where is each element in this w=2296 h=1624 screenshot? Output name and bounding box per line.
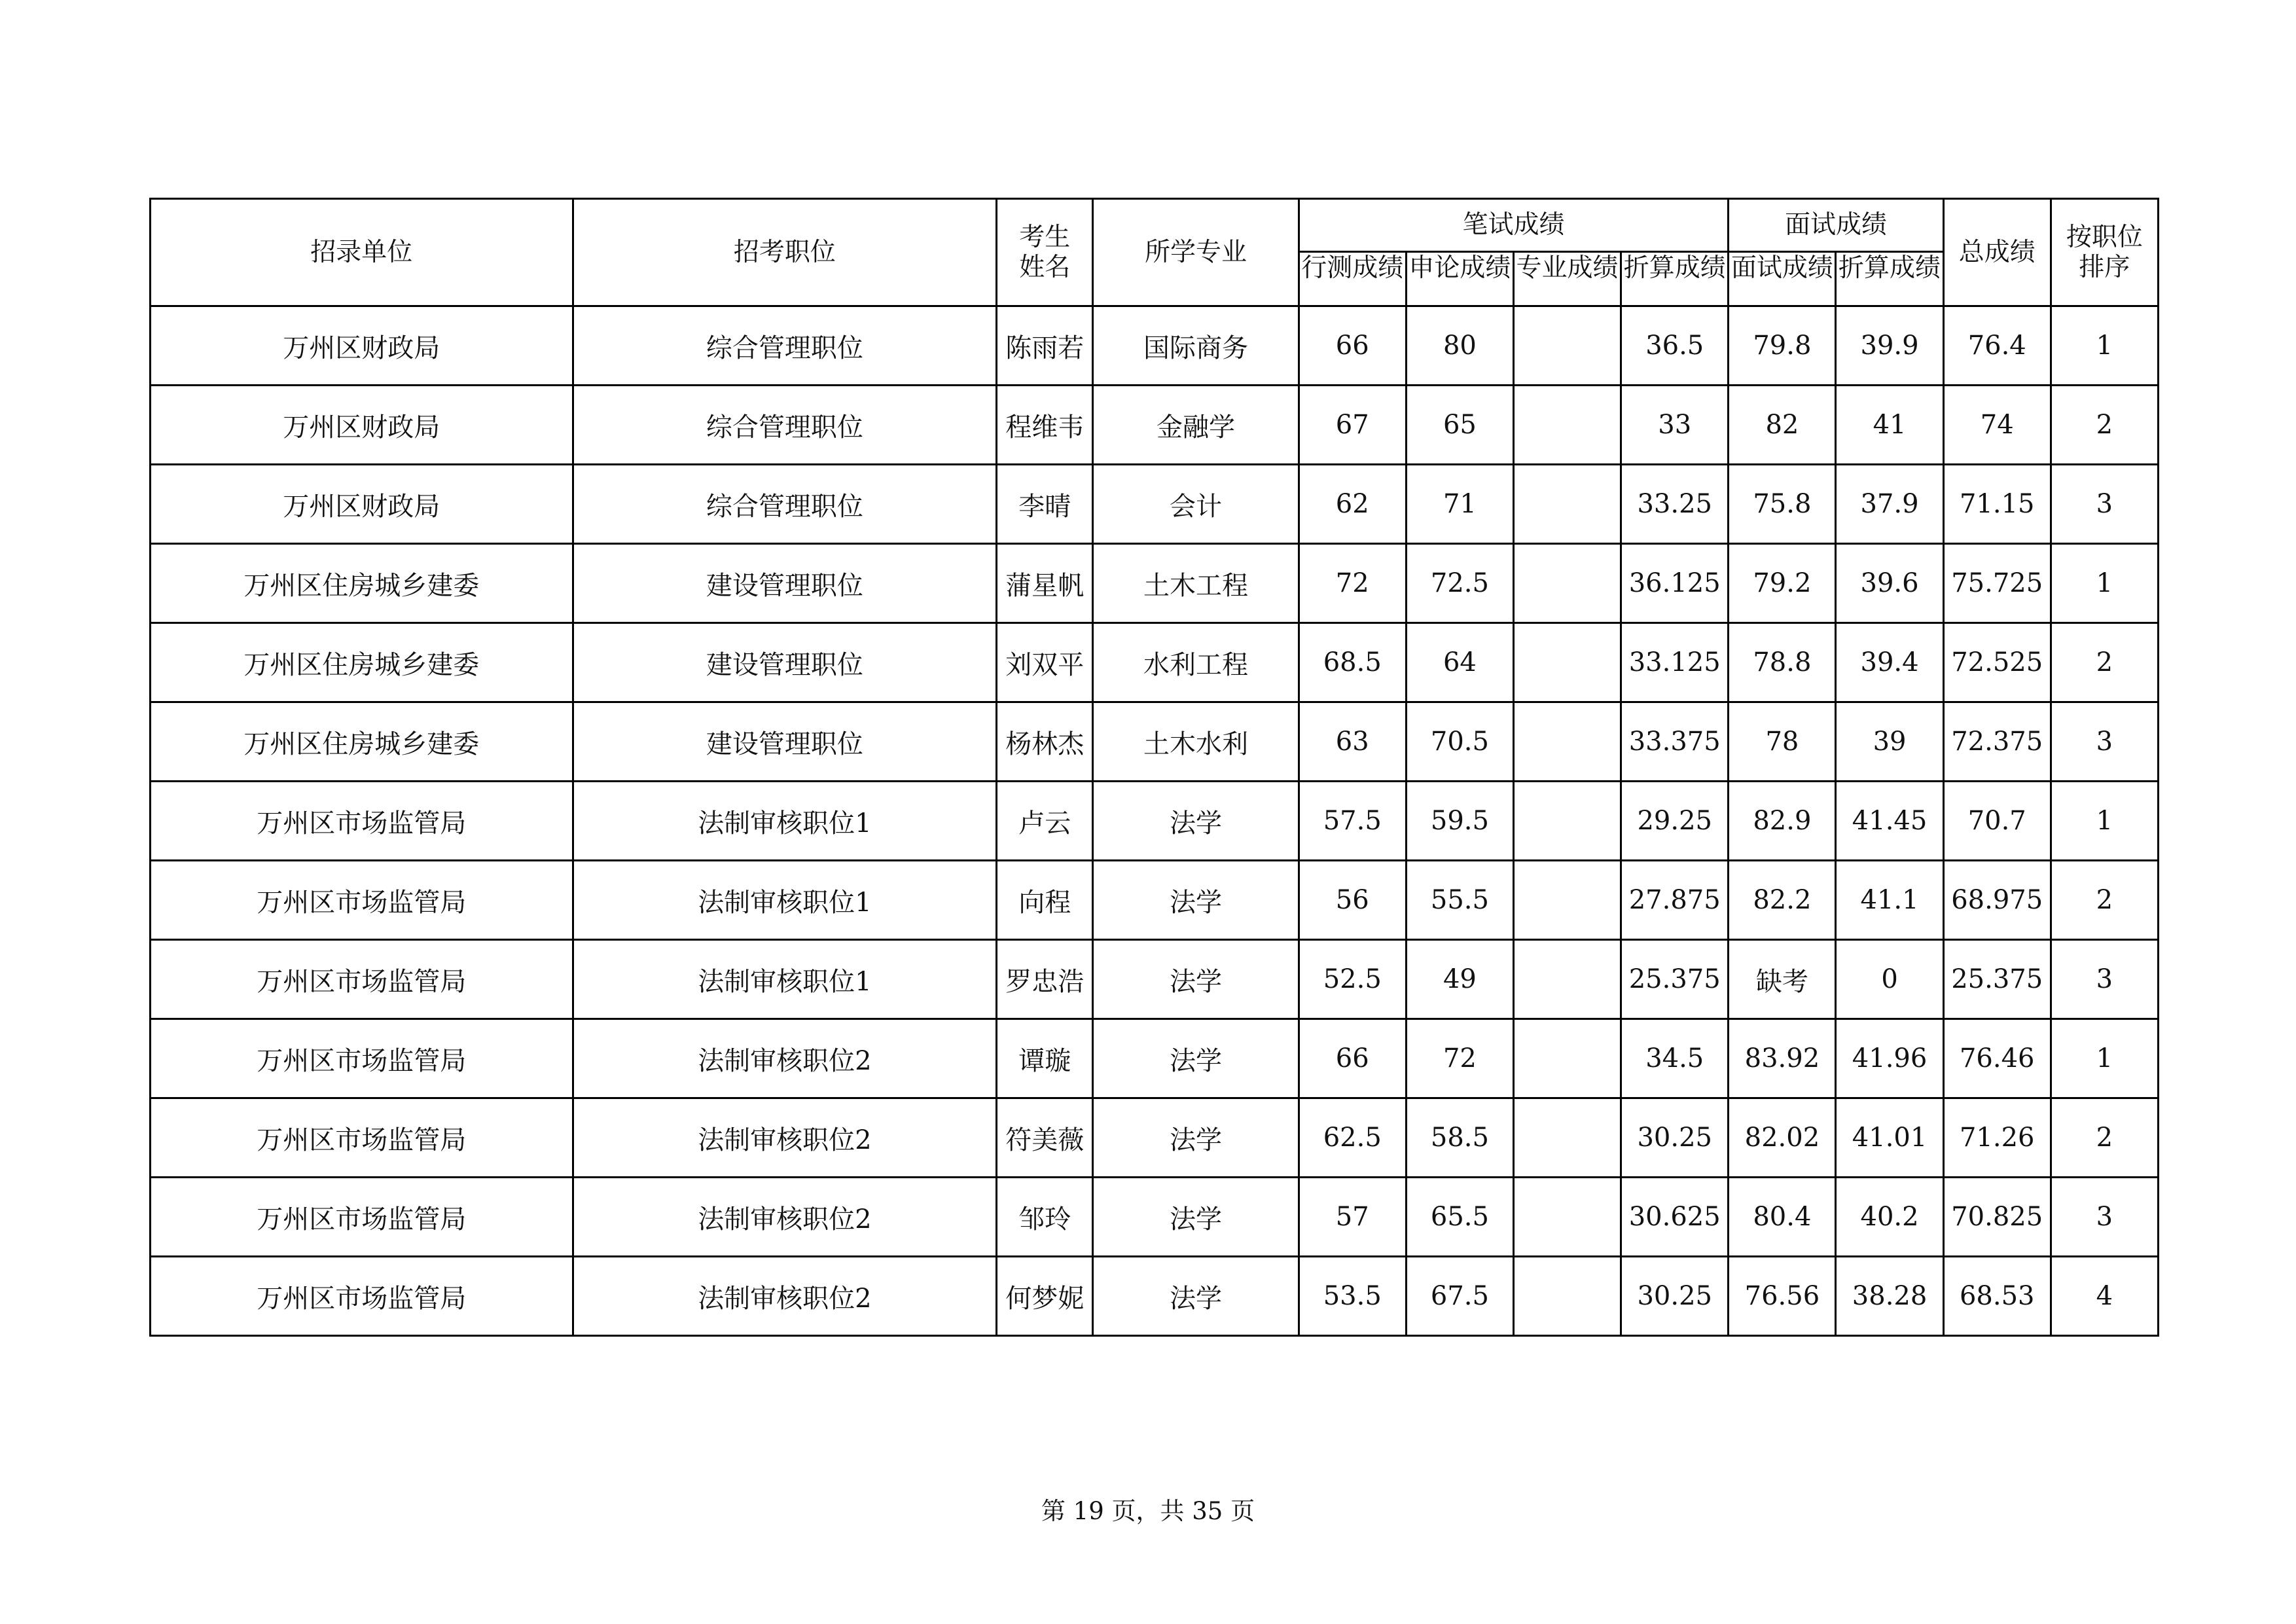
cell-interview-score: 80.4 — [1729, 1178, 1836, 1257]
cell-written-converted: 25.375 — [1621, 940, 1729, 1019]
table-row — [151, 1178, 2159, 1257]
cell-major: 会计 — [1093, 465, 1299, 544]
cell-shenlun: 72 — [1406, 1019, 1513, 1098]
header-interview-score: 面试成绩 — [1729, 252, 1836, 306]
cell-written-converted: 33.125 — [1621, 623, 1729, 702]
cell-professional — [1513, 1178, 1621, 1257]
cell-rank: 3 — [2051, 940, 2158, 1019]
header-interview-converted: 折算成绩 — [1836, 252, 1943, 306]
cell-rank: 2 — [2051, 623, 2158, 702]
cell-name: 罗忠浩 — [997, 940, 1093, 1019]
cell-rank: 3 — [2051, 702, 2158, 782]
cell-unit: 万州区财政局 — [151, 465, 573, 544]
cell-unit: 万州区住房城乡建委 — [151, 702, 573, 782]
cell-interview-score: 缺考 — [1729, 940, 1836, 1019]
cell-unit: 万州区市场监管局 — [151, 1178, 573, 1257]
cell-name: 蒲星帆 — [997, 544, 1093, 623]
cell-total: 72.375 — [1943, 702, 2051, 782]
cell-interview-converted: 39.4 — [1836, 623, 1943, 702]
table-row — [151, 861, 2159, 940]
table-row — [151, 623, 2159, 702]
cell-professional — [1513, 306, 1621, 386]
table-row — [151, 1257, 2159, 1336]
table-row — [151, 306, 2159, 386]
cell-name: 何梦妮 — [997, 1257, 1093, 1336]
cell-xingce: 66 — [1299, 1019, 1406, 1098]
cell-written-converted: 29.25 — [1621, 782, 1729, 861]
table-row — [151, 544, 2159, 623]
cell-major: 法学 — [1093, 1178, 1299, 1257]
cell-total: 75.725 — [1943, 544, 2051, 623]
header-position: 招考职位 — [573, 199, 997, 306]
cell-major: 水利工程 — [1093, 623, 1299, 702]
cell-total: 72.525 — [1943, 623, 2051, 702]
cell-position: 综合管理职位 — [573, 306, 997, 386]
cell-written-converted: 33.25 — [1621, 465, 1729, 544]
table-row — [151, 782, 2159, 861]
cell-total: 70.7 — [1943, 782, 2051, 861]
cell-unit: 万州区市场监管局 — [151, 782, 573, 861]
cell-shenlun: 71 — [1406, 465, 1513, 544]
cell-unit: 万州区财政局 — [151, 386, 573, 465]
table-row — [151, 465, 2159, 544]
cell-total: 68.53 — [1943, 1257, 2051, 1336]
header-written: 笔试成绩 — [1299, 199, 1729, 252]
header-written-converted: 折算成绩 — [1621, 252, 1729, 306]
cell-shenlun: 65 — [1406, 386, 1513, 465]
cell-position: 建设管理职位 — [573, 544, 997, 623]
cell-rank: 1 — [2051, 782, 2158, 861]
cell-unit: 万州区住房城乡建委 — [151, 623, 573, 702]
cell-professional — [1513, 623, 1621, 702]
cell-written-converted: 30.25 — [1621, 1257, 1729, 1336]
header-rank: 按职位 排序 — [2051, 199, 2158, 306]
cell-rank: 2 — [2051, 861, 2158, 940]
header-professional: 专业成绩 — [1513, 252, 1621, 306]
header-unit: 招录单位 — [151, 199, 573, 306]
cell-major: 土木工程 — [1093, 544, 1299, 623]
cell-major: 法学 — [1093, 1098, 1299, 1178]
cell-interview-score: 78.8 — [1729, 623, 1836, 702]
cell-written-converted: 36.5 — [1621, 306, 1729, 386]
cell-interview-converted: 39.9 — [1836, 306, 1943, 386]
cell-rank: 1 — [2051, 544, 2158, 623]
cell-name: 向程 — [997, 861, 1093, 940]
cell-interview-converted: 38.28 — [1836, 1257, 1943, 1336]
cell-position: 综合管理职位 — [573, 465, 997, 544]
cell-interview-score: 82.2 — [1729, 861, 1836, 940]
cell-interview-converted: 41.96 — [1836, 1019, 1943, 1098]
cell-xingce: 62.5 — [1299, 1098, 1406, 1178]
cell-shenlun: 58.5 — [1406, 1098, 1513, 1178]
header-name: 考生 姓名 — [997, 199, 1093, 306]
cell-interview-converted: 39.6 — [1836, 544, 1943, 623]
cell-major: 土木水利 — [1093, 702, 1299, 782]
cell-xingce: 56 — [1299, 861, 1406, 940]
cell-position: 法制审核职位2 — [573, 1019, 997, 1098]
cell-professional — [1513, 782, 1621, 861]
cell-professional — [1513, 1257, 1621, 1336]
cell-position: 法制审核职位1 — [573, 940, 997, 1019]
cell-unit: 万州区市场监管局 — [151, 1257, 573, 1336]
cell-shenlun: 80 — [1406, 306, 1513, 386]
cell-name: 陈雨若 — [997, 306, 1093, 386]
cell-position: 法制审核职位1 — [573, 782, 997, 861]
cell-interview-score: 76.56 — [1729, 1257, 1836, 1336]
cell-position: 法制审核职位1 — [573, 861, 997, 940]
cell-written-converted: 34.5 — [1621, 1019, 1729, 1098]
cell-major: 法学 — [1093, 1019, 1299, 1098]
cell-unit: 万州区住房城乡建委 — [151, 544, 573, 623]
cell-professional — [1513, 386, 1621, 465]
cell-total: 71.26 — [1943, 1098, 2051, 1178]
cell-shenlun: 70.5 — [1406, 702, 1513, 782]
cell-major: 法学 — [1093, 861, 1299, 940]
cell-total: 25.375 — [1943, 940, 2051, 1019]
cell-written-converted: 30.625 — [1621, 1178, 1729, 1257]
cell-rank: 4 — [2051, 1257, 2158, 1336]
cell-interview-converted: 41.01 — [1836, 1098, 1943, 1178]
cell-written-converted: 30.25 — [1621, 1098, 1729, 1178]
cell-total: 68.975 — [1943, 861, 2051, 940]
cell-interview-score: 82.9 — [1729, 782, 1836, 861]
table-row — [151, 1098, 2159, 1178]
cell-xingce: 68.5 — [1299, 623, 1406, 702]
cell-rank: 3 — [2051, 1178, 2158, 1257]
cell-unit: 万州区市场监管局 — [151, 940, 573, 1019]
cell-name: 李晴 — [997, 465, 1093, 544]
cell-xingce: 52.5 — [1299, 940, 1406, 1019]
header-total: 总成绩 — [1943, 199, 2051, 306]
cell-interview-score: 79.8 — [1729, 306, 1836, 386]
cell-major: 法学 — [1093, 1257, 1299, 1336]
cell-written-converted: 33 — [1621, 386, 1729, 465]
cell-total: 76.46 — [1943, 1019, 2051, 1098]
cell-interview-score: 82.02 — [1729, 1098, 1836, 1178]
cell-total: 74 — [1943, 386, 2051, 465]
cell-position: 建设管理职位 — [573, 623, 997, 702]
cell-written-converted: 33.375 — [1621, 702, 1729, 782]
cell-shenlun: 49 — [1406, 940, 1513, 1019]
page-footer: 第 19 页，共 35 页 — [1041, 1497, 1255, 1525]
cell-xingce: 67 — [1299, 386, 1406, 465]
cell-interview-converted: 37.9 — [1836, 465, 1943, 544]
cell-name: 刘双平 — [997, 623, 1093, 702]
header-shenlun: 申论成绩 — [1406, 252, 1513, 306]
cell-rank: 1 — [2051, 306, 2158, 386]
cell-major: 法学 — [1093, 782, 1299, 861]
cell-rank: 2 — [2051, 1098, 2158, 1178]
cell-interview-converted: 41.1 — [1836, 861, 1943, 940]
cell-interview-score: 75.8 — [1729, 465, 1836, 544]
cell-written-converted: 36.125 — [1621, 544, 1729, 623]
cell-professional — [1513, 940, 1621, 1019]
cell-interview-converted: 0 — [1836, 940, 1943, 1019]
cell-professional — [1513, 544, 1621, 623]
cell-unit: 万州区财政局 — [151, 306, 573, 386]
table-header — [151, 199, 2159, 306]
cell-name: 符美薇 — [997, 1098, 1093, 1178]
cell-position: 法制审核职位2 — [573, 1098, 997, 1178]
cell-shenlun: 59.5 — [1406, 782, 1513, 861]
cell-shenlun: 65.5 — [1406, 1178, 1513, 1257]
cell-name: 杨林杰 — [997, 702, 1093, 782]
cell-major: 法学 — [1093, 940, 1299, 1019]
cell-major: 金融学 — [1093, 386, 1299, 465]
cell-rank: 3 — [2051, 465, 2158, 544]
cell-xingce: 63 — [1299, 702, 1406, 782]
score-table — [149, 198, 2159, 1337]
cell-shenlun: 72.5 — [1406, 544, 1513, 623]
cell-name: 谭璇 — [997, 1019, 1093, 1098]
table-row — [151, 940, 2159, 1019]
cell-written-converted: 27.875 — [1621, 861, 1729, 940]
cell-name: 邹玲 — [997, 1178, 1093, 1257]
cell-xingce: 57.5 — [1299, 782, 1406, 861]
cell-professional — [1513, 861, 1621, 940]
cell-xingce: 72 — [1299, 544, 1406, 623]
table-row — [151, 702, 2159, 782]
cell-rank: 1 — [2051, 1019, 2158, 1098]
cell-professional — [1513, 1098, 1621, 1178]
table-row — [151, 1019, 2159, 1098]
cell-major: 国际商务 — [1093, 306, 1299, 386]
table-body — [151, 306, 2159, 1336]
header-xingce: 行测成绩 — [1299, 252, 1406, 306]
cell-interview-score: 78 — [1729, 702, 1836, 782]
cell-professional — [1513, 465, 1621, 544]
cell-unit: 万州区市场监管局 — [151, 1098, 573, 1178]
cell-total: 70.825 — [1943, 1178, 2051, 1257]
cell-professional — [1513, 702, 1621, 782]
cell-total: 76.4 — [1943, 306, 2051, 386]
cell-name: 程维韦 — [997, 386, 1093, 465]
cell-rank: 2 — [2051, 386, 2158, 465]
cell-name: 卢云 — [997, 782, 1093, 861]
cell-interview-score: 82 — [1729, 386, 1836, 465]
table-row — [151, 386, 2159, 465]
cell-shenlun: 64 — [1406, 623, 1513, 702]
cell-interview-converted: 41 — [1836, 386, 1943, 465]
cell-unit: 万州区市场监管局 — [151, 1019, 573, 1098]
header-interview: 面试成绩 — [1729, 199, 1943, 252]
cell-total: 71.15 — [1943, 465, 2051, 544]
cell-shenlun: 67.5 — [1406, 1257, 1513, 1336]
cell-xingce: 53.5 — [1299, 1257, 1406, 1336]
cell-xingce: 57 — [1299, 1178, 1406, 1257]
cell-interview-converted: 40.2 — [1836, 1178, 1943, 1257]
cell-professional — [1513, 1019, 1621, 1098]
cell-interview-converted: 41.45 — [1836, 782, 1943, 861]
cell-unit: 万州区市场监管局 — [151, 861, 573, 940]
cell-interview-converted: 39 — [1836, 702, 1943, 782]
cell-position: 综合管理职位 — [573, 386, 997, 465]
cell-xingce: 66 — [1299, 306, 1406, 386]
header-major: 所学专业 — [1093, 199, 1299, 306]
cell-position: 法制审核职位2 — [573, 1178, 997, 1257]
cell-interview-score: 83.92 — [1729, 1019, 1836, 1098]
cell-xingce: 62 — [1299, 465, 1406, 544]
cell-position: 法制审核职位2 — [573, 1257, 997, 1336]
cell-position: 建设管理职位 — [573, 702, 997, 782]
cell-interview-score: 79.2 — [1729, 544, 1836, 623]
cell-shenlun: 55.5 — [1406, 861, 1513, 940]
